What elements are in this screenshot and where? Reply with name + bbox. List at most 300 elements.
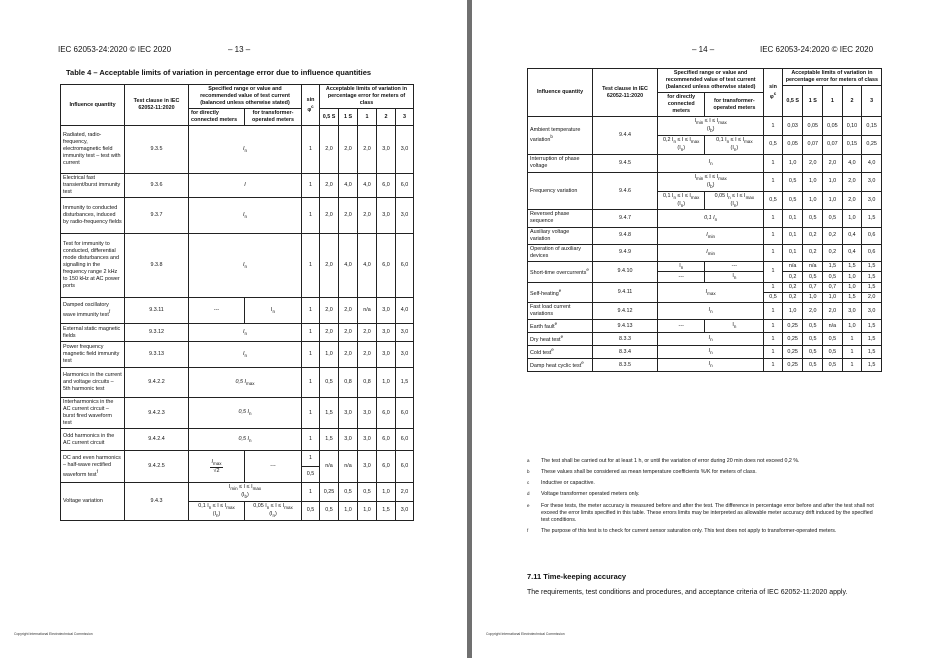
sin-phi-cell: 1 [302,451,320,467]
limit-value-cell: 0,5 [782,191,803,210]
sin-phi-cell: 1 [764,359,783,372]
limit-value-cell: n/a [358,298,377,324]
limit-value-cell: 4,0 [358,174,377,198]
class-header: 1 S [339,109,358,126]
limits-table [60,84,414,521]
table-row [61,198,414,234]
limit-value-cell: 0,25 [782,333,803,346]
header-transformer: for transformer-operated meters [705,93,764,117]
test-current-cell: $I_n$ [658,303,764,320]
test-clause-cell: 9.4.12 [593,303,658,320]
limit-value-cell: 0,2 [803,227,823,244]
sin-phi-cell: 1 [302,342,320,368]
test-current-cell: $I_n$ [658,346,764,359]
class-header: 0,5 S [782,86,803,117]
limit-value-cell: 1,5 [396,368,414,398]
direct-current-cell: --- [189,298,245,324]
direct-current-cell: $\frac{I_{max}}{√2}$ [189,451,245,483]
limit-value-cell: 0,2 [782,272,803,283]
limit-value-cell: 2,0 [803,154,823,172]
header-range: Specified range or value and recommended value of test current (balanced unless otherwise stated) [658,69,764,93]
influence-quantity-cell: Test for immunity to conducted, differential mode disturbances and signalling in the frequency range 2 kHz to 150 kHz at AC power ports [61,234,125,298]
table-row [528,333,882,346]
influence-quantity-cell: DC and even harmonics – half-wave rectified waveform test$^f$ [61,451,125,483]
influence-quantity-cell: Damp heat cyclic test$^e$ [528,359,593,372]
class-header: 3 [396,109,414,126]
footnote-marker: b [527,469,530,475]
limit-value-cell: 6,0 [396,234,414,298]
limit-value-cell: 3,0 [339,398,358,429]
test-clause-cell: 8.3.3 [593,333,658,346]
limit-value-cell: 6,0 [377,429,396,451]
copyright: Copyright International Electrotechnical Commission [14,632,93,636]
sin-phi-cell: 1 [302,483,320,502]
test-clause-cell: 9.4.7 [593,210,658,227]
footnote-text: For these tests, the meter accuracy is measured before and after the test. The difference in percentage error before and after the test shall not exceed the error limits specified in this table. These errors limits may be interpreted as allowable meter accuracy drift induced by the specified test conditions. [541,502,874,523]
limit-value-cell: 1,0 [782,154,803,172]
test-clause-cell: 9.4.6 [593,172,658,210]
limit-value-cell: 0,5 [823,359,843,372]
limit-value-cell: 0,25 [782,359,803,372]
header-direct: for directly connected meters [189,109,245,126]
table-row [528,283,882,293]
table-row [528,359,882,372]
sin-phi-cell: 0,5 [302,502,320,521]
limit-value-cell: 1,5 [862,320,882,333]
limits-table-continued [527,68,882,372]
limit-value-cell: 6,0 [396,429,414,451]
page-number: – 13 – [228,45,251,54]
test-clause-cell: 9.4.2.5 [125,451,189,483]
limit-value-cell: 4,0 [339,234,358,298]
footnote-text: Voltage transformer operated meters only. [541,491,640,498]
table-row [61,483,414,502]
influence-quantity-cell: Power frequency magnetic field immunity test [61,342,125,368]
limit-value-cell: 0,05 [823,117,843,136]
limit-value-cell: 3,0 [396,342,414,368]
table-title: Table 4 – Acceptable limits of variation in percentage error due to influence quantities [66,68,372,77]
table-row [61,324,414,342]
limit-value-cell: n/a [803,261,823,272]
test-current-cell: $I_n$ [189,324,302,342]
test-clause-cell: 9.4.2.3 [125,398,189,429]
table-row [528,261,882,272]
table-row [528,154,882,172]
test-clause-cell: 9.3.5 [125,126,189,174]
test-current-cell: $I_n$ [189,234,302,298]
limit-value-cell: 1,5 [862,210,882,227]
influence-quantity-cell: Odd harmonics in the AC current circuit [61,429,125,451]
limit-value-cell: 1,0 [377,483,396,502]
limit-value-cell: 1,0 [803,191,823,210]
influence-quantity-cell: Fast load current variations [528,303,593,320]
sin-phi-cell: 1 [764,210,783,227]
influence-quantity-cell: Auxiliary voltage variation [528,227,593,244]
limit-value-cell: 4,0 [358,234,377,298]
test-current-cell: $I_n$ [658,154,764,172]
limit-value-cell: n/a [320,451,339,483]
limit-value-cell: 0,5 [803,333,823,346]
test-current-cell: 0,1 $I_n$ [658,210,764,227]
limit-value-cell: 0,2 [823,244,843,261]
limit-value-cell: 2,0 [339,342,358,368]
limit-value-cell: 0,5 [803,359,823,372]
limit-value-cell: 2,0 [320,298,339,324]
test-current-cell: 0,5 $I_n$ [189,429,302,451]
limit-value-cell: 1,0 [320,342,339,368]
class-header: 1 [358,109,377,126]
footnote-text: The purpose of this test is to check for current sensor saturation only. This test does not apply to transformer-operated meters. [541,527,837,534]
limit-value-cell: 0,1 [782,227,803,244]
test-clause-cell: 9.4.2.2 [125,368,189,398]
page-header-doc: IEC 62053-24:2020 © IEC 2020 [58,45,172,54]
direct-current-range-cell: 0,1 $I_n \le I \le I_{max}$ $(I_n)$ [189,502,245,521]
limit-value-cell: 0,5 [803,210,823,227]
class-header: 0,5 S [320,109,339,126]
sin-phi-cell: 1 [764,320,783,333]
test-clause-cell: 9.3.11 [125,298,189,324]
limit-value-cell: 0,5 [823,210,843,227]
header-transformer: for transformer-operated meters [245,109,302,126]
limit-value-cell: 0,8 [358,368,377,398]
limit-value-cell: 1,0 [842,283,862,293]
limit-value-cell: 2,0 [358,198,377,234]
footnote [527,528,882,535]
test-clause-cell: 9.4.9 [593,244,658,261]
limit-value-cell: 1,5 [862,272,882,283]
direct-current-cell: --- [658,272,705,283]
test-current-cell: $I_n$ [189,126,302,174]
test-clause-cell: 9.4.8 [593,227,658,244]
limit-value-cell: 0,6 [862,244,882,261]
limit-value-cell: 2,0 [358,342,377,368]
limit-value-cell: 2,0 [358,324,377,342]
header-clause: Test clause in IEC 62052-11:2020 [593,69,658,117]
sin-phi-cell: 1 [764,333,783,346]
limit-value-cell: 0,4 [842,244,862,261]
page-header-doc: IEC 62053-24:2020 © IEC 2020 [760,45,874,54]
limit-value-cell: 0,8 [339,368,358,398]
limit-value-cell: 0,5 [358,483,377,502]
test-current-range-cell: $I_{min} \le I \le I_{max}$ $(I_b)$ [658,172,764,191]
test-clause-cell: 9.4.2.4 [125,429,189,451]
test-current-cell: $I_{min}$ [658,227,764,244]
footnote-marker: f [527,527,529,533]
limit-value-cell: 0,07 [823,135,843,154]
sin-phi-cell: 0,5 [764,293,783,303]
influence-quantity-cell: Interharmonics in the AC current circuit – burst fired waveform test [61,398,125,429]
sin-phi-cell: 1 [764,346,783,359]
limit-value-cell: 2,0 [320,324,339,342]
footnote-marker: a [527,458,530,463]
header-limits: Acceptable limits of variation in percentage error for meters of class [782,69,881,86]
limit-value-cell: 0,25 [862,135,882,154]
limit-value-cell: 1,0 [782,303,803,320]
limit-value-cell: 1,5 [862,346,882,359]
footnote-text: Inductive or capacitive. [541,480,595,487]
limit-value-cell: 0,5 [803,320,823,333]
test-current-cell: I [189,174,302,198]
limit-value-cell: 0,4 [842,227,862,244]
limit-value-cell: n/a [339,451,358,483]
sin-phi-cell: 1 [302,198,320,234]
transformer-current-range-cell: 0,05 $I_n \le I \le I_{max}$ $(I_n)$ [705,191,764,210]
test-clause-cell: 9.4.13 [593,320,658,333]
limit-value-cell: 1,0 [823,172,843,191]
limit-value-cell: 1 [842,359,862,372]
class-header: 2 [842,86,862,117]
limit-value-cell: 0,25 [782,320,803,333]
table-row [61,342,414,368]
limit-value-cell: 1,5 [862,359,882,372]
limit-value-cell: 1,0 [823,293,843,303]
limit-value-cell: 3,0 [396,198,414,234]
limit-value-cell: 1,0 [842,320,862,333]
test-clause-cell: 9.3.12 [125,324,189,342]
limit-value-cell: 0,2 [823,227,843,244]
limit-value-cell: 4,0 [339,174,358,198]
sin-phi-cell: 1 [764,283,783,293]
sin-phi-cell: 1 [764,303,783,320]
test-current-cell: $I_n$ [658,359,764,372]
test-clause-cell: 9.3.13 [125,342,189,368]
header-influence: Influence quantity [61,85,125,126]
page-number: – 14 – [692,45,715,54]
copyright: Copyright International Electrotechnical Commission [486,632,565,636]
transformer-current-cell: $I_n$ [705,272,764,283]
footnote-marker: c [527,480,530,486]
test-current-cell: $I_n$ [658,333,764,346]
table-row [61,451,414,467]
limit-value-cell: 1,5 [862,333,882,346]
footnote-marker: e [527,502,530,508]
limit-value-cell: 0,15 [862,117,882,136]
influence-quantity-cell: Harmonics in the current and voltage circuits – 5th harmonic test [61,368,125,398]
influence-quantity-cell: Immunity to conducted disturbances, induced by radio-frequency fields [61,198,125,234]
limit-value-cell: 4,0 [842,154,862,172]
limit-value-cell: 0,2 [782,293,803,303]
limit-value-cell: 0,25 [320,483,339,502]
limit-value-cell: 2,0 [842,191,862,210]
limit-value-cell: 1,5 [862,261,882,272]
header-clause: Test clause in IEC 62052-11:2020 [125,85,189,126]
transformer-current-cell: $I_n$ [705,320,764,333]
limit-value-cell: 2,0 [339,324,358,342]
section-heading: 7.11 Time-keeping accuracy [527,572,627,581]
limit-value-cell: 3,0 [377,198,396,234]
sin-phi-cell: 1 [764,117,783,136]
table-row [528,172,882,191]
limit-value-cell: 3,0 [862,303,882,320]
limit-value-cell: 1,5 [320,429,339,451]
limit-value-cell: 0,6 [862,227,882,244]
influence-quantity-cell: Voltage variation [61,483,125,521]
limit-value-cell: 0,5 [320,502,339,521]
footnote-text: These values shall be considered as mean temperature coefficients %/K for meters of class. [541,469,757,476]
limit-value-cell: 0,5 [803,346,823,359]
limit-value-cell: 2,0 [320,198,339,234]
transformer-current-cell: $I_n$ [245,298,302,324]
header-influence: Influence quantity [528,69,593,117]
limit-value-cell: 3,0 [377,324,396,342]
table-footnotes [527,458,882,539]
limit-value-cell: 0,5 [803,272,823,283]
direct-current-range-cell: 0,2 $I_n \le I \le I_{max}$ $(I_n)$ [658,135,705,154]
limit-value-cell: 1,0 [803,293,823,303]
limit-value-cell: 6,0 [377,234,396,298]
footnote [527,458,882,465]
test-clause-cell: 9.3.6 [125,174,189,198]
limit-value-cell: 3,0 [377,298,396,324]
limit-value-cell: 6,0 [377,398,396,429]
influence-quantity-cell: Radiated, radio-frequency, electromagnetic field immunity test – test with current [61,126,125,174]
influence-quantity-cell: Frequency variation [528,172,593,210]
table-row [61,298,414,324]
limit-value-cell: 3,0 [377,342,396,368]
limit-value-cell: 6,0 [396,451,414,483]
limit-value-cell: 3,0 [842,303,862,320]
sin-phi-cell: 1 [302,234,320,298]
limit-value-cell: 3,0 [396,502,414,521]
test-current-cell: $I_n$ [189,342,302,368]
influence-quantity-cell: Earth fault$^e$ [528,320,593,333]
limit-value-cell: 0,25 [782,346,803,359]
test-clause-cell: 9.4.11 [593,283,658,303]
footnote-marker: d [527,491,530,497]
test-clause-cell: 8.3.5 [593,359,658,372]
limit-value-cell: 0,15 [842,135,862,154]
sin-phi-cell: 1 [764,172,783,191]
limit-value-cell: 0,5 [823,333,843,346]
limit-value-cell: 3,0 [396,324,414,342]
footnote-text: The test shall be carried out for at least 1 h, or until the variation of error during 20 min does not exceed 0,2 %. [541,458,800,464]
test-current-cell: 0,5 $I_n$ [189,398,302,429]
transformer-current-range-cell: 0,1 $I_n \le I \le I_{max}$ $(I_n)$ [705,135,764,154]
limit-value-cell: 0,1 [782,244,803,261]
footnote [527,503,882,524]
limit-value-cell: 2,0 [823,303,843,320]
table-row [528,346,882,359]
test-clause-cell: 9.3.7 [125,198,189,234]
limit-value-cell: 1 [842,346,862,359]
limit-value-cell: 2,0 [803,303,823,320]
sin-phi-cell: 1 [302,368,320,398]
limit-value-cell: 0,03 [782,117,803,136]
footnote [527,480,882,487]
limit-value-cell: 1,5 [862,283,882,293]
sin-phi-cell: 1 [302,126,320,174]
limit-value-cell: 3,0 [339,429,358,451]
sin-phi-cell: 1 [302,298,320,324]
limit-value-cell: 1,5 [377,502,396,521]
sin-phi-cell: 1 [764,227,783,244]
limit-value-cell: 2,0 [823,154,843,172]
influence-quantity-cell: External static magnetic fields [61,324,125,342]
limit-value-cell: 2,0 [339,126,358,174]
sin-phi-cell: 0,5 [764,135,783,154]
limit-value-cell: 1,0 [803,172,823,191]
limit-value-cell: 3,0 [358,429,377,451]
sin-phi-cell: 1 [302,398,320,429]
test-current-range-cell: $I_{min} \le I \le I_{max}$ $(I_b)$ [189,483,302,502]
limit-value-cell: 2,0 [842,172,862,191]
limit-value-cell: n/a [823,320,843,333]
influence-quantity-cell: Self-heating$^e$ [528,283,593,303]
influence-quantity-cell: Dry heat test$^e$ [528,333,593,346]
limit-value-cell: 2,0 [320,174,339,198]
limit-value-cell: 0,2 [803,244,823,261]
table-row [528,227,882,244]
limit-value-cell: 1,0 [339,502,358,521]
limit-value-cell: 1,0 [842,210,862,227]
table-row [528,303,882,320]
test-current-cell: $I_n$ [189,198,302,234]
class-header: 3 [862,86,882,117]
header-range: Specified range or value and recommended value of test current (balanced unless otherwise stated) [189,85,302,109]
limit-value-cell: 0,7 [823,283,843,293]
test-current-cell: 0,5 $I_{max}$ [189,368,302,398]
sin-phi-cell: 1 [764,244,783,261]
limit-value-cell: 3,0 [396,126,414,174]
limit-value-cell: 0,10 [842,117,862,136]
limit-value-cell: 4,0 [396,298,414,324]
direct-current-range-cell: 0,1 $I_n \le I \le I_{max}$ $(I_n)$ [658,191,705,210]
table-row [528,210,882,227]
header-sin: $\sin \varphi^c$ [302,85,320,126]
limit-value-cell: 1,5 [823,261,843,272]
limit-value-cell: 1,5 [320,398,339,429]
test-current-cell: $I_{max}$ [658,283,764,303]
footnote [527,491,882,498]
limit-value-cell: 2,0 [862,293,882,303]
limit-value-cell: 1,0 [358,502,377,521]
limit-value-cell: 6,0 [377,451,396,483]
test-clause-cell: 8.3.4 [593,346,658,359]
limit-value-cell: 2,0 [339,198,358,234]
section-paragraph: The requirements, test conditions and procedures, and acceptance criteria of IEC 62052-11:2020 apply. [527,589,848,596]
limit-value-cell: 6,0 [396,398,414,429]
test-clause-cell: 9.4.10 [593,261,658,283]
limit-value-cell: 2,0 [358,126,377,174]
sin-phi-cell: 1 [764,261,783,283]
limit-value-cell: 0,5 [782,172,803,191]
limit-value-cell: 0,5 [320,368,339,398]
limit-value-cell: 6,0 [377,174,396,198]
table-row [528,244,882,261]
header-limits: Acceptable limits of variation in percentage error for meters of class [320,85,414,109]
page-right [472,0,939,658]
influence-quantity-cell: Short-time overcurrents$^e$ [528,261,593,283]
transformer-current-range-cell: 0,05 $I_n \le I \le I_{max}$ $(I_n)$ [245,502,302,521]
sin-phi-cell: 1 [302,429,320,451]
limit-value-cell: 0,07 [803,135,823,154]
test-current-range-cell: $I_{min} \le I \le I_{max}$ $(I_b)$ [658,117,764,136]
limit-value-cell: 0,05 [782,135,803,154]
limit-value-cell: 3,0 [377,126,396,174]
limit-value-cell: 3,0 [862,191,882,210]
test-clause-cell: 9.4.4 [593,117,658,155]
test-clause-cell: 9.4.5 [593,154,658,172]
limit-value-cell: 2,0 [396,483,414,502]
page-left [0,0,467,658]
influence-quantity-cell: Cold test$^e$ [528,346,593,359]
test-clause-cell: 9.3.8 [125,234,189,298]
direct-current-cell: $I_n$ [658,261,705,272]
sin-phi-cell: 0,5 [764,191,783,210]
transformer-current-cell: --- [705,261,764,272]
class-header: 2 [377,109,396,126]
limit-value-cell: 4,0 [862,154,882,172]
